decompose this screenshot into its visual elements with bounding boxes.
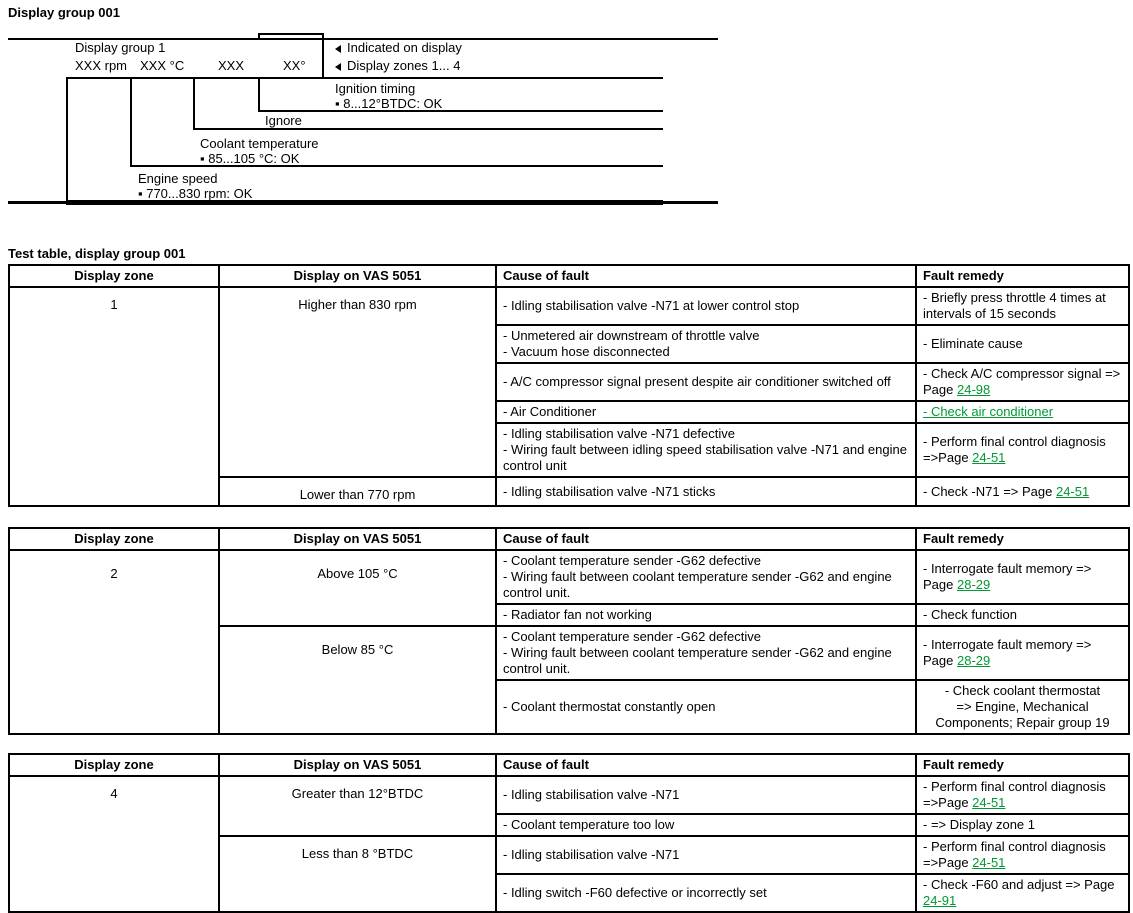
table-gap xyxy=(8,735,1128,753)
connector-line-ignition xyxy=(258,77,260,112)
legend-label: Indicated on display xyxy=(347,40,462,55)
cause-text: - Coolant temperature too low xyxy=(503,817,675,832)
cause-text: - A/C compressor signal present despite air conditioner switched off xyxy=(503,374,891,389)
cause-text: - Idling stabilisation valve -N71 xyxy=(503,847,680,862)
branch-label-ignition-timing: Ignition timing xyxy=(335,81,416,96)
cause-text: - Vacuum hose disconnected xyxy=(503,344,670,359)
remedy-cell xyxy=(916,401,1129,423)
remedy-text: - Check -N71 => Page xyxy=(923,483,1056,499)
cause-text: - Unmetered air downstream of throttle valve xyxy=(503,328,760,343)
display-group-diagram xyxy=(8,32,1126,206)
branch-detail-engine-speed: ▪ 770...830 rpm: OK xyxy=(138,186,253,201)
column-header: Cause of fault xyxy=(496,754,916,776)
column-header: Display on VAS 5051 xyxy=(219,265,496,287)
remedy-cell xyxy=(916,814,1129,836)
remedy-cell xyxy=(916,776,1129,814)
display-zone-cell: 4 xyxy=(9,776,219,912)
remedy-cell xyxy=(916,626,1129,680)
cause-cell xyxy=(496,776,916,814)
remedy-text: - => Display zone 1 xyxy=(923,817,1036,832)
page-link[interactable]: 28-29 xyxy=(956,653,991,668)
remedy-text: => Engine, Mechanical xyxy=(956,699,1089,714)
legend-display-zones xyxy=(335,58,460,73)
page-link[interactable]: - Check air conditioner xyxy=(923,404,1054,419)
table-row xyxy=(9,776,1129,814)
column-header: Fault remedy xyxy=(916,528,1129,550)
column-header: Fault remedy xyxy=(916,265,1129,287)
diagram-group-label: Display group 1 xyxy=(75,40,166,55)
connector-line xyxy=(258,33,260,40)
vas-display-cell: Below 85 °C xyxy=(219,626,496,734)
remedy-cell xyxy=(916,604,1129,626)
table-row xyxy=(9,287,1129,325)
remedy-text: - Eliminate cause xyxy=(923,336,1023,351)
page-title: Display group 001 xyxy=(8,5,120,20)
cause-cell xyxy=(496,477,916,506)
remedy-cell xyxy=(916,836,1129,874)
cause-text: - Idling stabilisation valve -N71 defective xyxy=(503,426,735,441)
branch-label-engine-speed: Engine speed xyxy=(138,171,218,186)
vas-display-cell: Above 105 °C xyxy=(219,550,496,626)
remedy-text: - Briefly press throttle 4 times at intervals of 15 seconds xyxy=(923,290,1106,321)
remedy-cell xyxy=(916,550,1129,604)
cause-text: - Radiator fan not working xyxy=(503,607,652,622)
display-value-temp: XXX °C xyxy=(140,58,185,73)
column-header: Cause of fault xyxy=(496,265,916,287)
remedy-text: - Interrogate fault memory => Page xyxy=(923,561,1092,592)
cause-cell xyxy=(496,626,916,680)
remedy-text: Components; Repair group 19 xyxy=(935,715,1110,730)
page-link[interactable]: 24-51 xyxy=(972,855,1006,870)
remedy-text: - Check A/C compressor signal => Page xyxy=(923,366,1121,397)
remedy-text: - Perform final control diagnosis =>Page xyxy=(923,434,1106,465)
cause-cell xyxy=(496,604,916,626)
branch-detail-coolant-temperature: ▪ 85...105 °C: OK xyxy=(200,151,300,166)
cause-text: - Wiring fault between coolant temperature sender -G62 and engine control unit. xyxy=(503,569,892,600)
branch-label-coolant-temperature: Coolant temperature xyxy=(200,136,319,151)
connector-line-ignore xyxy=(193,77,195,130)
page-link[interactable]: 24-91 xyxy=(923,893,957,908)
cause-cell xyxy=(496,814,916,836)
table-gap xyxy=(8,507,1128,527)
legend-label: Display zones 1... 4 xyxy=(347,58,461,73)
remedy-text: - Perform final control diagnosis =>Page xyxy=(923,839,1106,870)
cause-text: - Idling stabilisation valve -N71 xyxy=(503,787,680,802)
branch-label-ignore: Ignore xyxy=(265,113,302,128)
ignition-branch-line xyxy=(258,110,663,112)
cause-text: - Coolant thermostat constantly open xyxy=(503,699,716,714)
cause-cell xyxy=(496,680,916,734)
test-table-zone-4 xyxy=(8,753,1130,913)
remedy-text: - Perform final control diagnosis =>Page xyxy=(923,779,1106,810)
cause-text: - Idling stabilisation valve -N71 at lower control stop xyxy=(503,298,800,313)
cause-cell xyxy=(496,363,916,401)
remedy-cell xyxy=(916,680,1129,734)
remedy-cell xyxy=(916,477,1129,506)
cause-cell xyxy=(496,325,916,363)
display-value-rpm: XXX rpm xyxy=(75,58,128,73)
remedy-cell xyxy=(916,874,1129,912)
column-header: Display zone xyxy=(9,754,219,776)
vas-display-cell: Higher than 830 rpm xyxy=(219,287,496,477)
remedy-cell xyxy=(916,287,1129,325)
test-tables xyxy=(8,264,1128,913)
vas-display-cell: Less than 8 °BTDC xyxy=(219,836,496,912)
remedy-cell xyxy=(916,363,1129,401)
page-link[interactable]: 28-29 xyxy=(956,577,991,592)
cause-text: - Wiring fault between coolant temperature sender -G62 and engine control unit. xyxy=(503,645,892,676)
remedy-text: - Check function xyxy=(923,607,1017,622)
cause-cell xyxy=(496,423,916,477)
connector-line-engine-speed xyxy=(66,77,68,203)
column-header: Display on VAS 5051 xyxy=(219,754,496,776)
column-header: Cause of fault xyxy=(496,528,916,550)
section-title: Test table, display group 001 xyxy=(8,246,186,261)
display-zone-cell: 1 xyxy=(9,287,219,506)
diagram-box-right-line xyxy=(322,33,324,79)
remedy-cell xyxy=(916,325,1129,363)
ignore-branch-line xyxy=(193,128,663,130)
vas-display-cell: Greater than 12°BTDC xyxy=(219,776,496,836)
column-header: Display zone xyxy=(9,265,219,287)
cause-text: - Air Conditioner xyxy=(503,404,597,419)
table-row xyxy=(9,550,1129,604)
vas-display-cell: Lower than 770 rpm xyxy=(219,477,496,506)
diagram-values-underline xyxy=(66,77,663,79)
branch-detail-ignition-timing: ▪ 8...12°BTDC: OK xyxy=(335,96,443,111)
cause-text: - Wiring fault between idling speed stabilisation valve -N71 and engine control unit xyxy=(503,442,907,473)
remedy-cell xyxy=(916,423,1129,477)
page-link[interactable]: 24-51 xyxy=(972,450,1006,465)
cause-text: - Idling switch -F60 defective or incorrectly set xyxy=(503,885,767,900)
remedy-text: - Check coolant thermostat xyxy=(944,683,1101,698)
connector-line-coolant xyxy=(130,77,132,167)
column-header: Display on VAS 5051 xyxy=(219,528,496,550)
remedy-text: - Check -F60 and adjust => Page xyxy=(923,877,1115,892)
cause-cell xyxy=(496,401,916,423)
cause-text: - Idling stabilisation valve -N71 sticks xyxy=(503,483,716,499)
left-arrow-icon xyxy=(335,45,341,53)
page-link[interactable]: 24-98 xyxy=(956,382,991,397)
test-table-zone-2 xyxy=(8,527,1130,735)
page-link[interactable]: 24-51 xyxy=(972,795,1006,810)
display-zone-cell: 2 xyxy=(9,550,219,734)
cause-text: - Coolant temperature sender -G62 defective xyxy=(503,553,761,568)
column-header: Fault remedy xyxy=(916,754,1129,776)
left-arrow-icon xyxy=(335,63,341,71)
cause-cell xyxy=(496,836,916,874)
column-header: Display zone xyxy=(9,528,219,550)
cause-text: - Coolant temperature sender -G62 defective xyxy=(503,629,761,644)
page-link[interactable]: 24-51 xyxy=(1055,483,1090,499)
test-table-zone-1 xyxy=(8,264,1130,507)
cause-cell xyxy=(496,287,916,325)
remedy-text: - Interrogate fault memory => Page xyxy=(923,637,1092,668)
display-value-load: XXX xyxy=(218,58,245,73)
display-value-timing: XX° xyxy=(283,58,306,73)
cause-cell xyxy=(496,874,916,912)
cause-cell xyxy=(496,550,916,604)
legend-indicated-on-display xyxy=(335,40,462,55)
diagram-top-bump-line xyxy=(258,33,324,35)
